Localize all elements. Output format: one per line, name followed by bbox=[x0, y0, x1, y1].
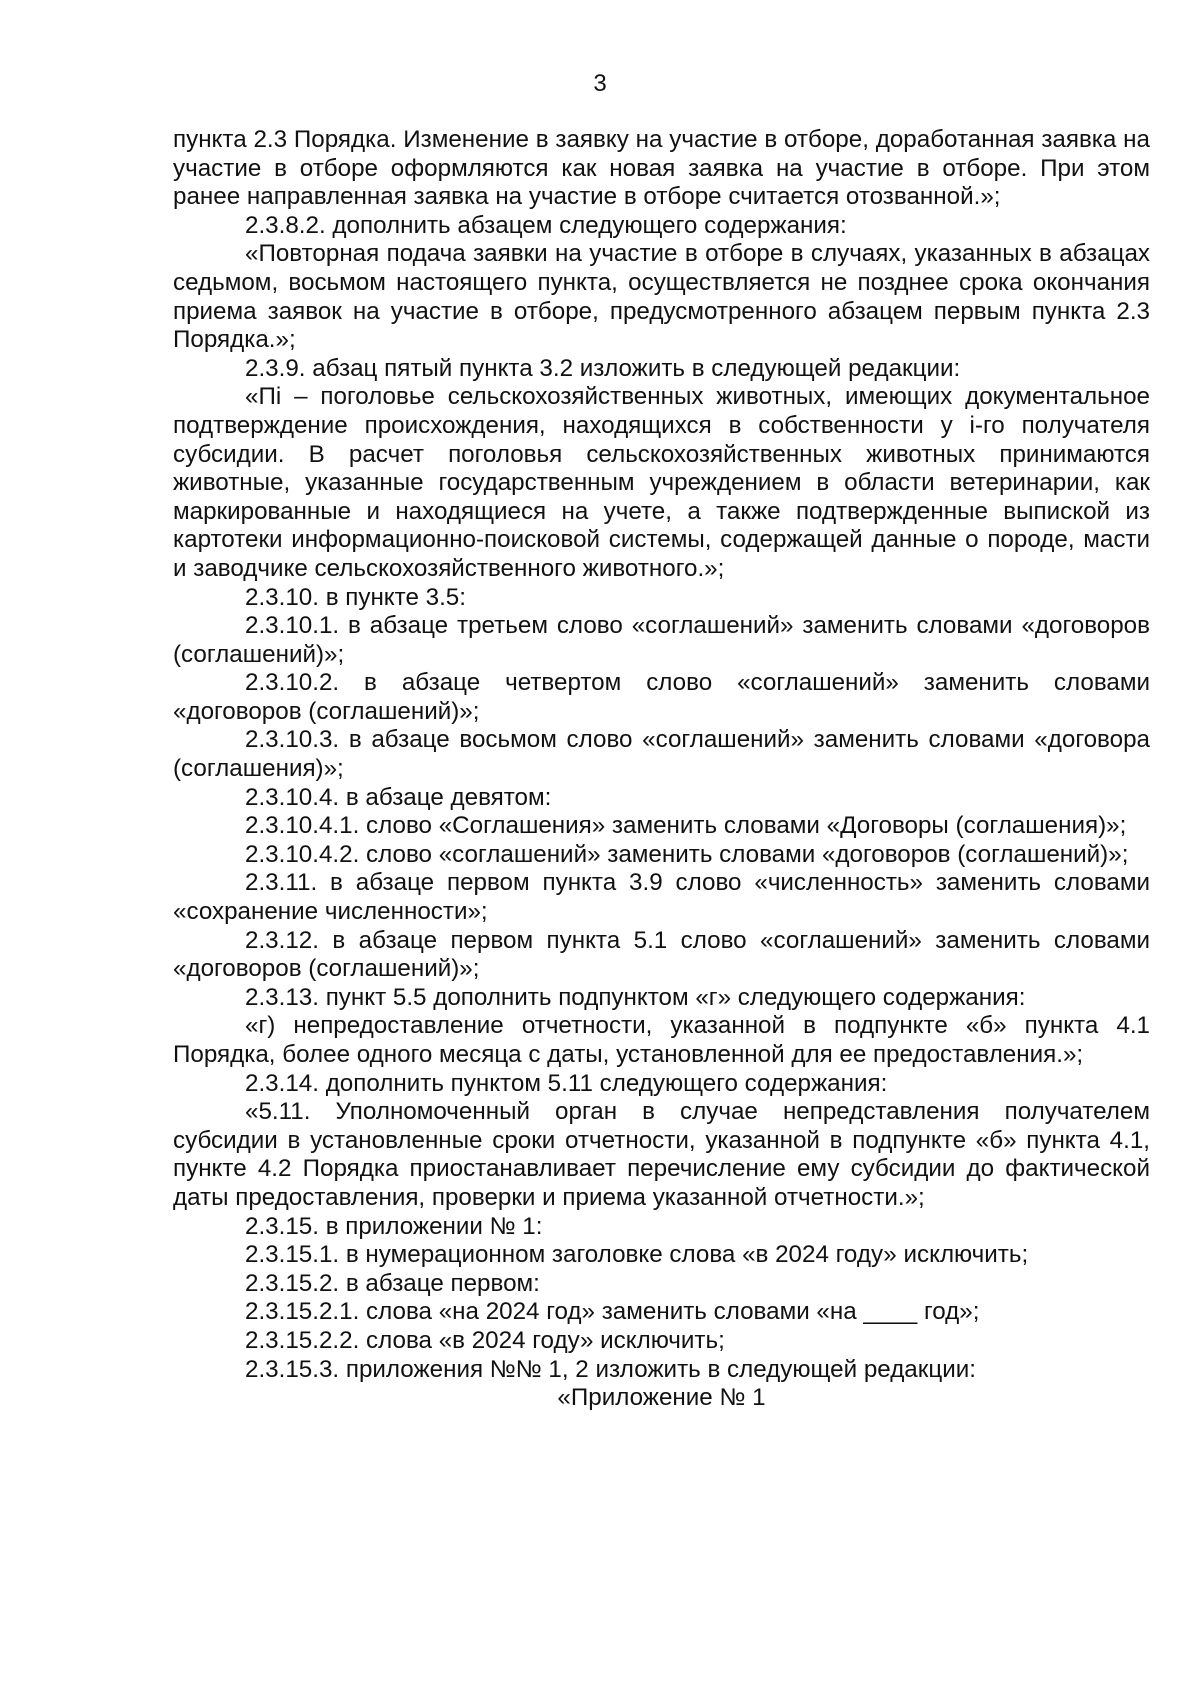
paragraph-23: 2.3.15.2.2. слова «в 2024 году» исключить; bbox=[245, 1326, 725, 1354]
paragraph-8: 2.3.10.2. в абзаце четвертом слово «соглашений» заменить словами «договоров (соглашений)»; bbox=[173, 669, 1150, 725]
paragraph-24: 2.3.15.3. приложения №№ 1, 2 изложить в следующей редакции: bbox=[245, 1355, 976, 1383]
paragraph-17: 2.3.14. дополнить пунктом 5.11 следующего содержания: bbox=[245, 1069, 888, 1097]
paragraph-13: 2.3.11. в абзаце первом пункта 3.9 слово «численность» заменить словами «сохранение численности»; bbox=[173, 869, 1150, 926]
paragraph-21: 2.3.15.2. в абзаце первом: bbox=[245, 1269, 540, 1297]
paragraph-12: 2.3.10.4.2. слово «соглашений» заменить словами «договоров (соглашений)»; bbox=[245, 840, 1129, 868]
paragraph-2: 2.3.8.2. дополнить абзацем следующего содержания: bbox=[245, 211, 847, 239]
page-number: 3 bbox=[593, 70, 607, 97]
appendix-heading: «Приложение № 1 bbox=[557, 1384, 766, 1412]
paragraph-22: 2.3.15.2.1. слова «на 2024 год» заменить словами «на ____ год»; bbox=[245, 1298, 980, 1326]
paragraph-1: пункта 2.3 Порядка. Изменение в заявку на участие в отборе, доработанная заявка на участие в отборе оформляются как новая заявка на участие в отборе. При этом ранее направленная заявка на участие в отборе считается отозванной.»; bbox=[173, 126, 1150, 211]
paragraph-3: «Повторная подача заявки на участие в отборе в случаях, указанных в абзацах седьмом, восьмом настоящего пункта, осуществляется не позднее срока окончания приема заявок на участие в отборе, предусмотренного абзацем первым пункта 2.3 Порядка.»; bbox=[173, 240, 1150, 354]
paragraph-7: 2.3.10.1. в абзаце третьем слово «соглашений» заменить словами «договоров (соглашений)»; bbox=[173, 612, 1150, 668]
paragraph-15: 2.3.13. пункт 5.5 дополнить подпунктом «г» следующего содержания: bbox=[245, 983, 1026, 1011]
paragraph-4: 2.3.9. абзац пятый пункта 3.2 изложить в следующей редакции: bbox=[245, 354, 961, 382]
document-body bbox=[173, 126, 1150, 1413]
paragraph-11: 2.3.10.4.1. слово «Соглашения» заменить словами «Договоры (соглашения)»; bbox=[245, 812, 1127, 840]
paragraph-20: 2.3.15.1. в нумерационном заголовке слова «в 2024 году» исключить; bbox=[245, 1241, 1029, 1269]
paragraph-18: «5.11. Уполномоченный орган в случае непредставления получателем субсидии в установленные сроки отчетности, указанной в подпункте «б» пункта 4.1, пункте 4.2 Порядка приостанавливает перечисление ему субсидии до фактической даты предоставления, проверки и приема указанной отчетности.»; bbox=[173, 1098, 1150, 1211]
paragraph-5: «Пi – поголовье сельскохозяйственных животных, имеющих документальное подтверждение происхождения, находящихся в собственности у i-го получателя субсидии. В расчет поголовья сельскохозяйственных животных принимаются животные, указанные государственным учреждением в области ветеринарии, как маркированные и находящиеся на учете, а также подтвержденные выпиской из картотеки информационно-поисковой системы, содержащей данные о породе, масти и заводчике сельскохозяйственного животного.»; bbox=[173, 383, 1150, 582]
paragraph-14: 2.3.12. в абзаце первом пункта 5.1 слово «соглашений» заменить словами «договоров (соглашений)»; bbox=[173, 926, 1150, 983]
paragraph-19: 2.3.15. в приложении № 1: bbox=[245, 1212, 543, 1240]
paragraph-9: 2.3.10.3. в абзаце восьмом слово «соглашений» заменить словами «договора (соглашения)»; bbox=[173, 726, 1150, 783]
paragraph-16: «г) непредоставление отчетности, указанной в подпункте «б» пункта 4.1 Порядка, более одного месяца с даты, установленной для ее предоставления.»; bbox=[173, 1012, 1150, 1068]
paragraph-6: 2.3.10. в пункте 3.5: bbox=[245, 583, 466, 611]
paragraph-10: 2.3.10.4. в абзаце девятом: bbox=[245, 783, 552, 811]
